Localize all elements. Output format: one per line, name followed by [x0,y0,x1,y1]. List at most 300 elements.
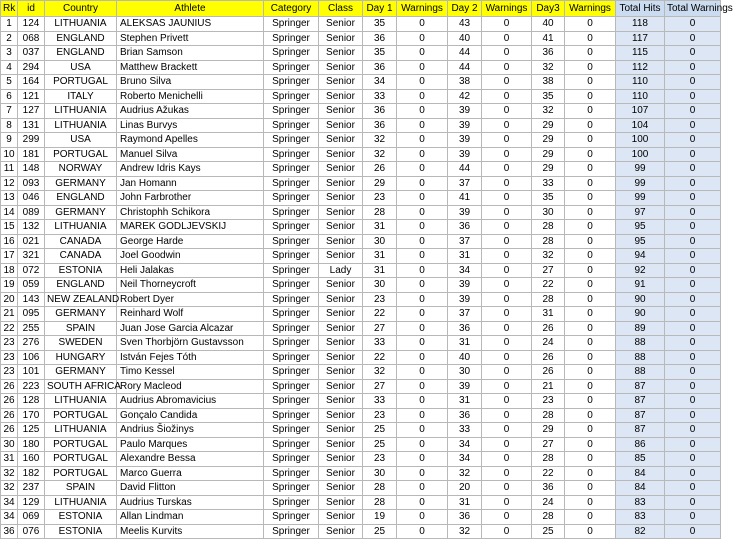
athlete-cell: Alexandre Bessa [117,452,264,467]
category-cell: Springer [264,466,319,481]
day3-warnings-cell: 0 [565,234,616,249]
day3-cell: 29 [532,118,565,133]
header-day3: Day3 [532,1,565,17]
total-hits-cell: 110 [616,89,665,104]
category-cell: Springer [264,191,319,206]
id-cell: 095 [18,307,45,322]
category-cell: Springer [264,510,319,525]
header-total-warnings: Total Warnings [665,1,721,17]
table-row [1,510,721,525]
day1-warnings-cell: 0 [397,292,448,307]
total-warnings-cell: 0 [665,147,721,162]
table-row [1,118,721,133]
total-hits-cell: 92 [616,263,665,278]
athlete-cell: Brian Samson [117,46,264,61]
day2-cell: 36 [448,408,482,423]
rank-cell: 32 [1,481,18,496]
total-warnings-cell: 0 [665,336,721,351]
category-cell: Springer [264,336,319,351]
day2-warnings-cell: 0 [482,481,532,496]
day1-cell: 30 [363,466,397,481]
day1-cell: 28 [363,495,397,510]
day1-cell: 36 [363,104,397,119]
day1-cell: 19 [363,510,397,525]
athlete-cell: Marco Guerra [117,466,264,481]
athlete-cell: David Flitton [117,481,264,496]
day2-warnings-cell: 0 [482,191,532,206]
day3-cell: 33 [532,176,565,191]
table-row [1,379,721,394]
day1-cell: 31 [363,220,397,235]
category-cell: Springer [264,89,319,104]
day2-cell: 34 [448,437,482,452]
athlete-cell: Manuel Silva [117,147,264,162]
total-hits-cell: 95 [616,220,665,235]
day3-cell: 36 [532,46,565,61]
class-cell: Senior [319,394,363,409]
day3-warnings-cell: 0 [565,307,616,322]
table-body [1,17,721,539]
day1-cell: 32 [363,365,397,380]
id-cell: 069 [18,510,45,525]
day3-warnings-cell: 0 [565,31,616,46]
day3-warnings-cell: 0 [565,75,616,90]
class-cell: Senior [319,176,363,191]
total-hits-cell: 118 [616,17,665,32]
day2-warnings-cell: 0 [482,133,532,148]
class-cell: Senior [319,365,363,380]
day1-warnings-cell: 0 [397,31,448,46]
day3-warnings-cell: 0 [565,118,616,133]
total-warnings-cell: 0 [665,365,721,380]
table-row [1,365,721,380]
day3-warnings-cell: 0 [565,249,616,264]
day1-warnings-cell: 0 [397,524,448,539]
id-cell: 101 [18,365,45,380]
class-cell: Senior [319,437,363,452]
day3-warnings-cell: 0 [565,350,616,365]
day2-warnings-cell: 0 [482,205,532,220]
country-cell: LITHUANIA [45,17,117,32]
athlete-cell: Matthew Brackett [117,60,264,75]
day1-cell: 23 [363,191,397,206]
day1-cell: 30 [363,278,397,293]
table-row [1,133,721,148]
day1-warnings-cell: 0 [397,263,448,278]
total-warnings-cell: 0 [665,379,721,394]
rank-cell: 13 [1,191,18,206]
country-cell: NEW ZEALAND [45,292,117,307]
class-cell: Senior [319,191,363,206]
day2-warnings-cell: 0 [482,60,532,75]
day3-warnings-cell: 0 [565,104,616,119]
country-cell: GERMANY [45,176,117,191]
total-hits-cell: 99 [616,162,665,177]
category-cell: Springer [264,394,319,409]
total-warnings-cell: 0 [665,292,721,307]
rank-cell: 7 [1,104,18,119]
athlete-cell: Audrius Abromavicius [117,394,264,409]
total-hits-cell: 88 [616,336,665,351]
class-cell: Senior [319,452,363,467]
class-cell: Senior [319,205,363,220]
category-cell: Springer [264,365,319,380]
category-cell: Springer [264,46,319,61]
day1-cell: 32 [363,133,397,148]
total-warnings-cell: 0 [665,307,721,322]
country-cell: ESTONIA [45,510,117,525]
header-class: Class [319,1,363,17]
country-cell: ESTONIA [45,263,117,278]
total-warnings-cell: 0 [665,466,721,481]
day2-warnings-cell: 0 [482,234,532,249]
table-row [1,205,721,220]
day3-warnings-cell: 0 [565,60,616,75]
header-row [1,1,721,17]
table-row [1,249,721,264]
day3-warnings-cell: 0 [565,481,616,496]
id-cell: 124 [18,17,45,32]
day2-cell: 39 [448,104,482,119]
country-cell: CANADA [45,249,117,264]
total-hits-cell: 83 [616,510,665,525]
header-day1: Day 1 [363,1,397,17]
day3-warnings-cell: 0 [565,147,616,162]
day1-warnings-cell: 0 [397,481,448,496]
country-cell: LITHUANIA [45,118,117,133]
day3-warnings-cell: 0 [565,220,616,235]
class-cell: Senior [319,89,363,104]
table-row [1,408,721,423]
category-cell: Springer [264,437,319,452]
rank-cell: 21 [1,307,18,322]
day1-cell: 33 [363,89,397,104]
table-row [1,60,721,75]
day2-cell: 32 [448,466,482,481]
day2-cell: 31 [448,394,482,409]
country-cell: HUNGARY [45,350,117,365]
athlete-cell: Roberto Menichelli [117,89,264,104]
day2-warnings-cell: 0 [482,104,532,119]
total-hits-cell: 104 [616,118,665,133]
day2-cell: 39 [448,147,482,162]
table-row [1,437,721,452]
table-header [1,1,733,17]
class-cell: Senior [319,60,363,75]
athlete-cell: Andrew Idris Kays [117,162,264,177]
country-cell: ENGLAND [45,31,117,46]
total-hits-cell: 95 [616,234,665,249]
class-cell: Senior [319,31,363,46]
day1-cell: 23 [363,452,397,467]
total-warnings-cell: 0 [665,452,721,467]
day3-cell: 21 [532,379,565,394]
day2-cell: 39 [448,205,482,220]
day1-warnings-cell: 0 [397,46,448,61]
category-cell: Springer [264,481,319,496]
day2-cell: 39 [448,118,482,133]
total-hits-cell: 85 [616,452,665,467]
day2-cell: 39 [448,379,482,394]
day2-cell: 31 [448,249,482,264]
day1-warnings-cell: 0 [397,162,448,177]
category-cell: Springer [264,162,319,177]
day2-warnings-cell: 0 [482,46,532,61]
day1-warnings-cell: 0 [397,466,448,481]
day1-cell: 31 [363,249,397,264]
table-row [1,234,721,249]
rank-cell: 23 [1,350,18,365]
country-cell: USA [45,133,117,148]
total-hits-cell: 88 [616,350,665,365]
day1-cell: 35 [363,17,397,32]
rank-cell: 6 [1,89,18,104]
category-cell: Springer [264,452,319,467]
country-cell: SPAIN [45,481,117,496]
day3-cell: 29 [532,147,565,162]
total-warnings-cell: 0 [665,60,721,75]
day1-cell: 36 [363,118,397,133]
day3-cell: 24 [532,495,565,510]
day2-cell: 40 [448,350,482,365]
day2-warnings-cell: 0 [482,495,532,510]
day3-cell: 23 [532,394,565,409]
table-row [1,278,721,293]
athlete-cell: Reinhard Wolf [117,307,264,322]
class-cell: Senior [319,350,363,365]
total-hits-cell: 90 [616,307,665,322]
day1-cell: 33 [363,336,397,351]
class-cell: Senior [319,75,363,90]
athlete-cell: Jan Homann [117,176,264,191]
total-warnings-cell: 0 [665,524,721,539]
category-cell: Springer [264,263,319,278]
day2-cell: 37 [448,307,482,322]
total-hits-cell: 86 [616,437,665,452]
total-warnings-cell: 0 [665,133,721,148]
day3-cell: 28 [532,408,565,423]
day1-cell: 33 [363,394,397,409]
day2-warnings-cell: 0 [482,437,532,452]
athlete-cell: ALEKSAS JAUNIUS [117,17,264,32]
day1-cell: 34 [363,75,397,90]
day2-warnings-cell: 0 [482,336,532,351]
day2-warnings-cell: 0 [482,321,532,336]
athlete-cell: MAREK GODLJEVSKIJ [117,220,264,235]
day2-warnings-cell: 0 [482,89,532,104]
day3-warnings-cell: 0 [565,278,616,293]
day1-warnings-cell: 0 [397,452,448,467]
id-cell: 143 [18,292,45,307]
table-row [1,423,721,438]
day1-warnings-cell: 0 [397,350,448,365]
day2-warnings-cell: 0 [482,394,532,409]
athlete-cell: Bruno Silva [117,75,264,90]
class-cell: Senior [319,510,363,525]
total-warnings-cell: 0 [665,495,721,510]
athlete-cell: Rory Macleod [117,379,264,394]
athlete-cell: Andrius Šiožinys [117,423,264,438]
total-hits-cell: 115 [616,46,665,61]
day3-warnings-cell: 0 [565,133,616,148]
athlete-cell: Audrius Ažukas [117,104,264,119]
total-warnings-cell: 0 [665,481,721,496]
country-cell: ENGLAND [45,278,117,293]
id-cell: 128 [18,394,45,409]
day3-cell: 28 [532,510,565,525]
class-cell: Senior [319,278,363,293]
table-row [1,321,721,336]
day2-cell: 36 [448,220,482,235]
id-cell: 129 [18,495,45,510]
id-cell: 164 [18,75,45,90]
header-day2: Day 2 [448,1,482,17]
day3-cell: 38 [532,75,565,90]
rank-cell: 8 [1,118,18,133]
category-cell: Springer [264,205,319,220]
country-cell: ESTONIA [45,524,117,539]
table-row [1,162,721,177]
day3-cell: 32 [532,249,565,264]
country-cell: USA [45,60,117,75]
day3-cell: 29 [532,162,565,177]
day3-warnings-cell: 0 [565,379,616,394]
athlete-cell: Allan Lindman [117,510,264,525]
athlete-cell: Raymond Apelles [117,133,264,148]
day3-warnings-cell: 0 [565,510,616,525]
day1-cell: 22 [363,307,397,322]
day2-warnings-cell: 0 [482,249,532,264]
athlete-cell: John Farbrother [117,191,264,206]
country-cell: ENGLAND [45,191,117,206]
total-warnings-cell: 0 [665,394,721,409]
rank-cell: 11 [1,162,18,177]
category-cell: Springer [264,31,319,46]
class-cell: Senior [319,292,363,307]
table-row [1,220,721,235]
total-hits-cell: 100 [616,147,665,162]
day2-warnings-cell: 0 [482,263,532,278]
day3-cell: 28 [532,452,565,467]
table-row [1,307,721,322]
day2-cell: 30 [448,365,482,380]
rank-cell: 26 [1,394,18,409]
day2-warnings-cell: 0 [482,75,532,90]
category-cell: Springer [264,176,319,191]
day1-cell: 28 [363,205,397,220]
class-cell: Senior [319,249,363,264]
class-cell: Senior [319,481,363,496]
total-hits-cell: 89 [616,321,665,336]
total-warnings-cell: 0 [665,423,721,438]
class-cell: Senior [319,336,363,351]
total-warnings-cell: 0 [665,205,721,220]
class-cell: Senior [319,147,363,162]
id-cell: 180 [18,437,45,452]
rank-cell: 16 [1,234,18,249]
table-row [1,466,721,481]
athlete-cell: Audrius Turskas [117,495,264,510]
table-row [1,452,721,467]
day3-cell: 26 [532,321,565,336]
day1-cell: 23 [363,408,397,423]
day1-warnings-cell: 0 [397,408,448,423]
total-warnings-cell: 0 [665,118,721,133]
table-row [1,350,721,365]
total-hits-cell: 84 [616,466,665,481]
day3-warnings-cell: 0 [565,263,616,278]
day2-cell: 34 [448,263,482,278]
day3-cell: 22 [532,466,565,481]
total-hits-cell: 110 [616,75,665,90]
country-cell: LITHUANIA [45,104,117,119]
day3-warnings-cell: 0 [565,336,616,351]
table-row [1,336,721,351]
id-cell: 170 [18,408,45,423]
day1-warnings-cell: 0 [397,379,448,394]
day1-warnings-cell: 0 [397,133,448,148]
total-hits-cell: 97 [616,205,665,220]
id-cell: 160 [18,452,45,467]
header-country: Country [45,1,117,17]
day2-cell: 37 [448,234,482,249]
total-hits-cell: 82 [616,524,665,539]
day1-warnings-cell: 0 [397,17,448,32]
id-cell: 148 [18,162,45,177]
rank-cell: 31 [1,452,18,467]
athlete-cell: István Fejes Tóth [117,350,264,365]
day2-warnings-cell: 0 [482,524,532,539]
day1-warnings-cell: 0 [397,60,448,75]
total-hits-cell: 117 [616,31,665,46]
day3-cell: 40 [532,17,565,32]
rank-cell: 5 [1,75,18,90]
id-cell: 046 [18,191,45,206]
day3-warnings-cell: 0 [565,466,616,481]
day2-cell: 33 [448,423,482,438]
header-day2-warnings: Warnings [482,1,532,17]
category-cell: Springer [264,75,319,90]
country-cell: GERMANY [45,205,117,220]
rank-cell: 36 [1,524,18,539]
total-warnings-cell: 0 [665,249,721,264]
rank-cell: 9 [1,133,18,148]
day1-warnings-cell: 0 [397,365,448,380]
day2-cell: 37 [448,176,482,191]
rank-cell: 23 [1,336,18,351]
day1-warnings-cell: 0 [397,220,448,235]
day2-warnings-cell: 0 [482,379,532,394]
category-cell: Springer [264,17,319,32]
category-cell: Springer [264,220,319,235]
id-cell: 294 [18,60,45,75]
country-cell: SOUTH AFRICA [45,379,117,394]
day1-warnings-cell: 0 [397,394,448,409]
rank-cell: 4 [1,60,18,75]
rank-cell: 30 [1,437,18,452]
day1-cell: 26 [363,162,397,177]
day3-cell: 35 [532,191,565,206]
day2-cell: 32 [448,524,482,539]
day1-warnings-cell: 0 [397,191,448,206]
rank-cell: 3 [1,46,18,61]
category-cell: Springer [264,147,319,162]
day2-warnings-cell: 0 [482,278,532,293]
total-hits-cell: 107 [616,104,665,119]
day2-warnings-cell: 0 [482,423,532,438]
id-cell: 127 [18,104,45,119]
day1-cell: 36 [363,60,397,75]
